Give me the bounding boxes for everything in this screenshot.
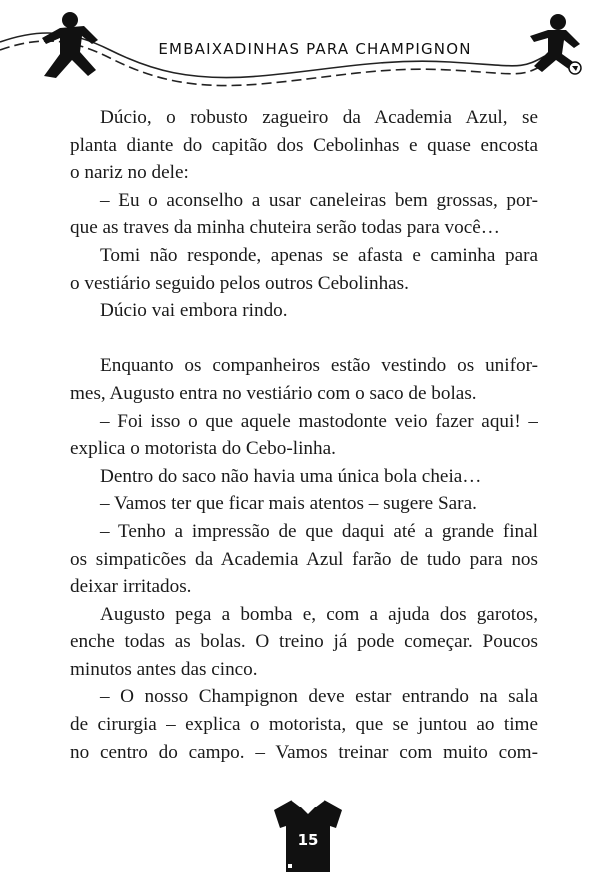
text-line: minutos antes das cinco. (70, 658, 258, 680)
body-text (70, 104, 538, 766)
text-line: os simpaticões da Academia Azul farão de tudo para nos (70, 548, 538, 570)
text-line: Enquanto os companheiros estão vestindo os unifor- (100, 355, 538, 377)
section-break (70, 325, 538, 353)
text-line: explica o motorista do Cebo-linha. (70, 438, 336, 460)
text-line: Augusto pega a bomba e, com a ajuda dos garotos, (100, 603, 538, 625)
soccer-player-silhouette-icon (42, 12, 98, 78)
page-footer (270, 796, 346, 876)
text-line: – Foi isso o que aquele mastodonte veio fazer aqui! – (100, 410, 538, 432)
text-line: enche todas as bolas. O treino já pode começar. Poucos (70, 631, 538, 653)
text-line: o vestiário seguido pelos outros Cebolinhas. (70, 272, 409, 294)
running-title: EMBAIXADINHAS PARA CHAMPIGNON (158, 40, 472, 58)
text-line: mes, Augusto entra no vestiário com o saco de bolas. (70, 382, 477, 404)
text-line: Dúcio, o robusto zagueiro da Academia Azul, se (100, 107, 538, 128)
text-line: deixar irritados. (70, 576, 192, 598)
text-line: que as traves da minha chuteira serão todas para você… (70, 217, 500, 239)
page-header (0, 0, 607, 100)
text-line: Tomi não responde, apenas se afasta e caminha para (100, 244, 538, 266)
soccer-player-kicking-ball-icon (530, 14, 581, 74)
text-line: planta diante do capitão dos Cebolinhas e quase encosta (70, 134, 538, 156)
text-line: no centro do campo. – Vamos treinar com muito com- (70, 741, 538, 763)
page-number: 15 (297, 831, 319, 849)
text-line: – O nosso Champignon deve estar entrando na sala (100, 686, 538, 708)
text-line: Dúcio vai embora rindo. (100, 300, 288, 322)
text-line: – Tenho a impressão de que daqui até a grande final (100, 520, 538, 542)
text-line: de cirurgia – explica o motorista, que se juntou ao time (70, 714, 538, 736)
text-line: – Eu o aconselho a usar caneleiras bem grossas, por- (100, 189, 538, 211)
text-line: o nariz no dele: (70, 162, 189, 184)
text-line: Dentro do saco não havia uma única bola cheia… (100, 465, 482, 487)
text-line: – Vamos ter que ficar mais atentos – sugere Sara. (100, 493, 477, 515)
